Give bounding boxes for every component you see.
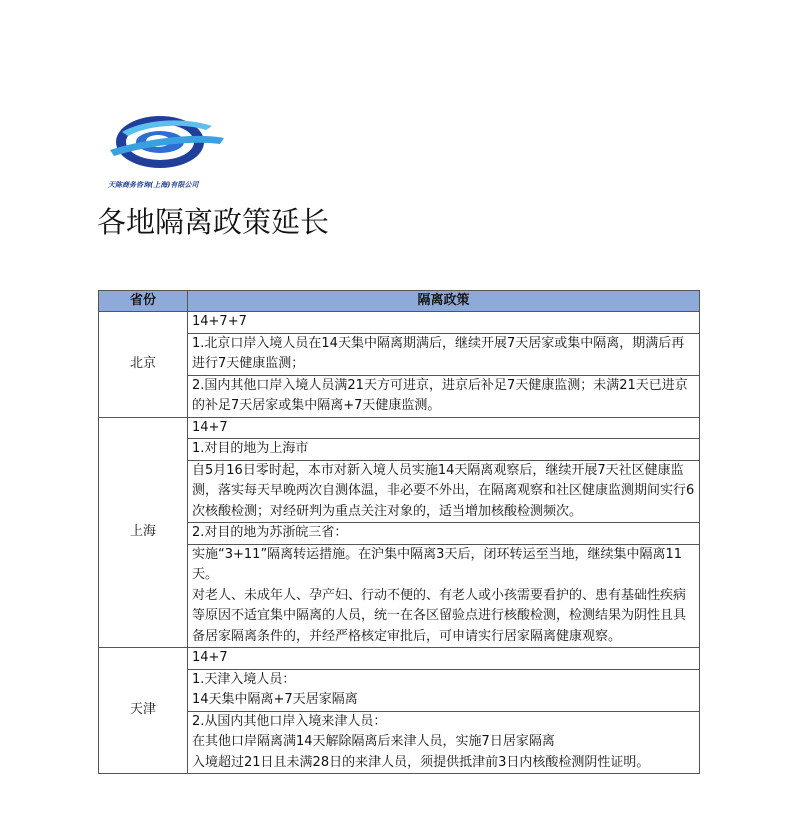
logo-company-name: 天陈商务咨询(上海)有限公司 <box>108 181 199 189</box>
table-header-row <box>99 291 700 312</box>
policy-paragraph: 对老人、未成年人、孕产妇、行动不便的、有老人或小孩需要看护的、患有基础性疾病等原因不适宜集中隔离的人员，统一在各区留验点进行核酸检测，检测结果为阴性且具备居家隔离条件的，并经严格核定审批后，可申请实行居家隔离健康观察。 <box>192 587 687 644</box>
policy-cell: 2.国内其他口岸入境人员满21天方可进京，进京后补足7天健康监测；未满21天已进京的补足7天居家或集中隔离+7天健康监测。 <box>188 375 700 417</box>
table-row <box>99 690 700 711</box>
header-province: 省份 <box>99 291 188 312</box>
policy-paragraph: 2.从国内其他口岸入境来津人员： <box>192 713 387 729</box>
policy-table <box>98 290 700 774</box>
province-tianjin: 天津 <box>99 648 188 774</box>
table-row <box>99 333 700 375</box>
page-title: 各地隔离政策延长 <box>97 205 330 239</box>
table-row <box>99 460 700 523</box>
policy-paragraph: 在其他口岸隔离满14天解除隔离后来津人员，实施7日居家隔离 <box>192 734 555 749</box>
header-policy: 隔离政策 <box>188 291 700 312</box>
table-row <box>99 523 700 545</box>
policy-paragraph: 入境超过21日且未满28日的来津人员，须提供抵津前3日内核酸检测阴性证明。 <box>192 754 650 770</box>
table-row <box>99 544 700 648</box>
policy-cell: 1.天津入境人员： <box>188 669 700 690</box>
policy-cell: 1.对目的地为上海市 <box>188 439 700 461</box>
policy-cell: 14+7 <box>188 648 700 670</box>
province-beijing: 北京 <box>99 312 188 418</box>
table-row <box>99 312 700 334</box>
province-shanghai: 上海 <box>99 417 188 648</box>
policy-cell: 14+7+7 <box>188 312 700 334</box>
logo-emblem-icon <box>102 110 242 180</box>
table-row <box>99 439 700 461</box>
policy-cell: 1.北京口岸入境人员在14天集中隔离期满后，继续开展7天居家或集中隔离，期满后再进行7天健康监测； <box>188 333 700 375</box>
policy-cell: 自5月16日零时起，本市对新入境人员实施14天隔离观察后，继续开展7天社区健康监测，落实每天早晚两次自测体温，非必要不外出，在隔离观察和社区健康监测期间实行6次核酸检测；对经研判为重点关注对象的，适当增加核酸检测频次。 <box>188 460 700 523</box>
company-logo <box>102 110 242 192</box>
policy-paragraph: 实施“3+11”隔离转运措施。在沪集中隔离3天后，闭环转运至当地，继续集中隔离11天。 <box>192 546 682 582</box>
policy-cell: 2.对目的地为苏浙皖三省： <box>188 523 700 545</box>
table-row <box>99 375 700 417</box>
table-row <box>99 711 700 774</box>
policy-cell: 14+7 <box>188 417 700 439</box>
table-row <box>99 669 700 690</box>
table-row <box>99 648 700 670</box>
policy-cell: 14天集中隔离+7天居家隔离 <box>188 690 700 711</box>
table-row <box>99 417 700 439</box>
policy-cell <box>188 711 700 774</box>
policy-cell <box>188 544 700 648</box>
